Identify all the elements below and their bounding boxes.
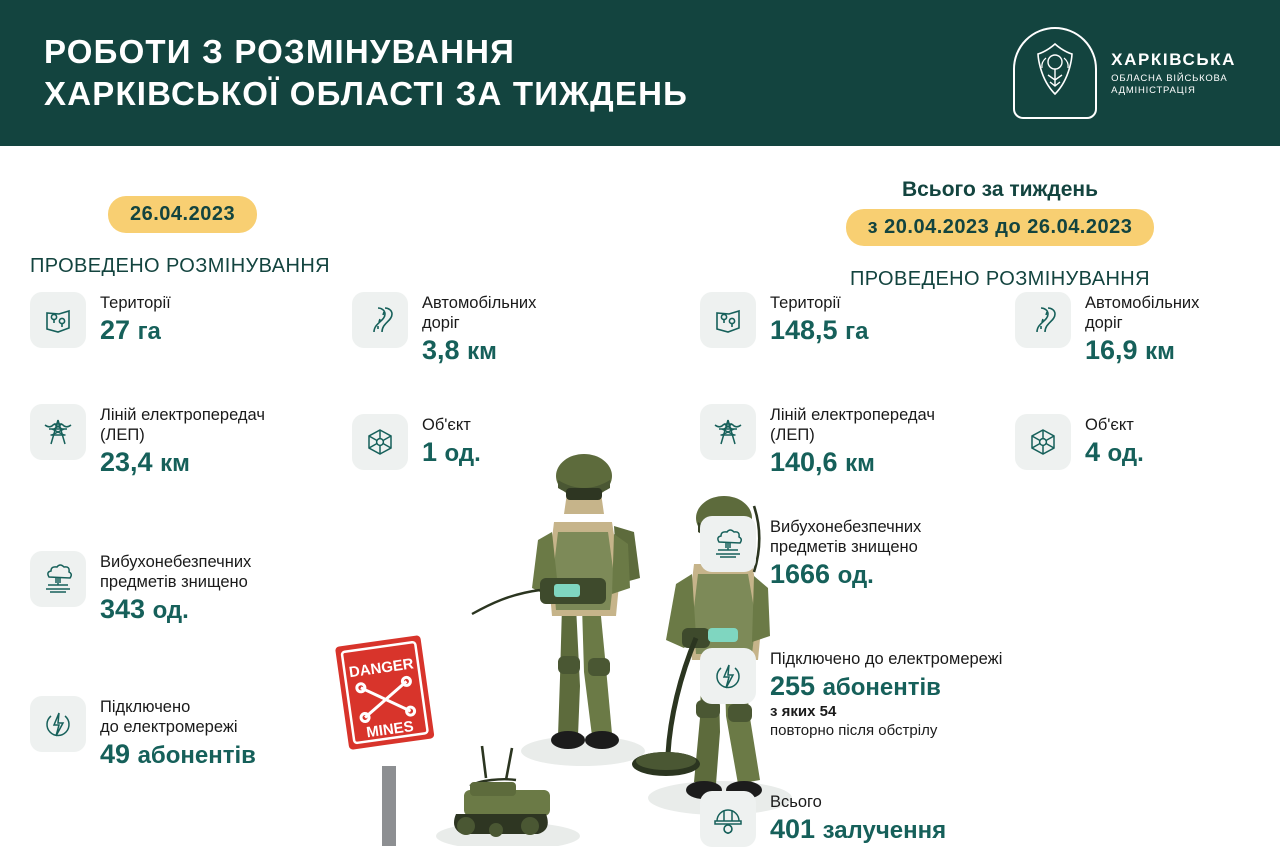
header-title-block xyxy=(44,31,688,115)
stat-value: 1666 од. xyxy=(770,559,874,590)
logo-text-block xyxy=(1111,49,1236,97)
stat-weekly-territory xyxy=(700,292,868,348)
stat-value: 140,6 км xyxy=(770,447,875,478)
logo-line-3: АДМІНІСТРАЦІЯ xyxy=(1111,85,1196,97)
stat-sub-bold: з яких 54 xyxy=(770,702,837,720)
weekly-section-caption: ПРОВЕДЕНО РОЗМІНУВАННЯ xyxy=(849,268,1150,290)
power-line-icon xyxy=(700,404,756,460)
territory-icon xyxy=(700,292,756,348)
stat-daily-object xyxy=(352,414,481,470)
helmet-icon xyxy=(700,791,756,847)
stat-value: 401 залучення xyxy=(770,814,947,845)
weekly-totals-label: Всього за тиждень xyxy=(901,178,1099,201)
stat-label: Об'єкт xyxy=(1085,416,1134,434)
infographic-body xyxy=(0,146,1280,853)
logo-line-2: ОБЛАСНА ВІЙСЬКОВА xyxy=(1111,73,1228,85)
stat-value: 343 од. xyxy=(100,594,189,625)
stat-value: 16,9 км xyxy=(1085,335,1175,366)
sign-top-label: DANGER xyxy=(347,655,415,682)
stat-value: 148,5 га xyxy=(770,315,869,346)
stat-value: 23,4 км xyxy=(100,447,190,478)
stat-weekly-power-lines xyxy=(700,404,935,479)
stat-value: 49 абонентів xyxy=(100,739,256,770)
stat-label: Вибухонебезпечних предметів знищено xyxy=(770,518,922,557)
stat-label: Території xyxy=(100,294,171,312)
stat-sub-text: повторно після обстрілу xyxy=(770,721,938,739)
stat-label: Підключено до електромережі xyxy=(100,698,238,737)
stat-daily-territory xyxy=(30,292,171,348)
daily-date-badge: 26.04.2023 xyxy=(108,196,257,233)
right-column-weekly xyxy=(700,146,1260,845)
weekly-date-badge: з 20.04.2023 до 26.04.2023 xyxy=(846,209,1155,246)
page-title-line-2: ХАРКІВСЬКОЇ ОБЛАСТІ ЗА ТИЖДЕНЬ xyxy=(44,75,689,112)
soldier-standing xyxy=(472,454,640,749)
page-header xyxy=(0,0,1280,146)
stat-daily-explosives xyxy=(30,551,251,626)
stat-weekly-total-involvements xyxy=(700,791,946,847)
stat-weekly-electricity xyxy=(700,648,1002,740)
power-line-icon xyxy=(30,404,86,460)
stat-label: Автомобільних доріг xyxy=(1085,294,1200,333)
danger-mines-sign xyxy=(335,635,435,846)
logo-line-1: ХАРКІВСЬКА xyxy=(1111,50,1236,69)
stat-weekly-roads xyxy=(1015,292,1199,367)
stat-label: Ліній електропередач (ЛЕП) xyxy=(770,406,935,445)
road-icon xyxy=(1015,292,1071,348)
stat-weekly-explosives xyxy=(700,516,921,591)
stat-value: 1 од. xyxy=(422,437,481,468)
stat-label: Ліній електропередач (ЛЕП) xyxy=(100,406,265,445)
daily-section-caption: ПРОВЕДЕНО РОЗМІНУВАННЯ xyxy=(30,255,331,277)
stat-daily-power-lines xyxy=(30,404,265,479)
stat-label: Всього xyxy=(770,793,822,811)
stat-daily-roads xyxy=(352,292,536,367)
stat-value: 27 га xyxy=(100,315,161,346)
electricity-icon xyxy=(30,696,86,752)
stat-value: 3,8 км xyxy=(422,335,497,366)
stat-label: Території xyxy=(770,294,841,312)
explosion-icon xyxy=(30,551,86,607)
stat-value: 255 абонентів xyxy=(770,671,941,702)
stat-daily-electricity xyxy=(30,696,256,771)
coat-of-arms-icon xyxy=(1013,27,1097,119)
territory-icon xyxy=(30,292,86,348)
stat-label: Підключено до електромережі xyxy=(770,650,1003,668)
road-icon xyxy=(352,292,408,348)
stat-value: 4 од. xyxy=(1085,437,1144,468)
stat-label: Об'єкт xyxy=(422,416,471,434)
stat-label: Вибухонебезпечних предметів знищено xyxy=(100,553,252,592)
explosion-icon xyxy=(700,516,756,572)
object-cube-icon xyxy=(352,414,408,470)
stat-weekly-object xyxy=(1015,414,1144,470)
electricity-icon xyxy=(700,648,756,704)
stat-label: Автомобільних доріг xyxy=(422,294,537,333)
page-title-line-1: РОБОТИ З РОЗМІНУВАННЯ xyxy=(44,32,516,70)
sign-bottom-label: MINES xyxy=(365,717,415,742)
oblast-administration-logo xyxy=(1013,27,1236,119)
object-cube-icon xyxy=(1015,414,1071,470)
